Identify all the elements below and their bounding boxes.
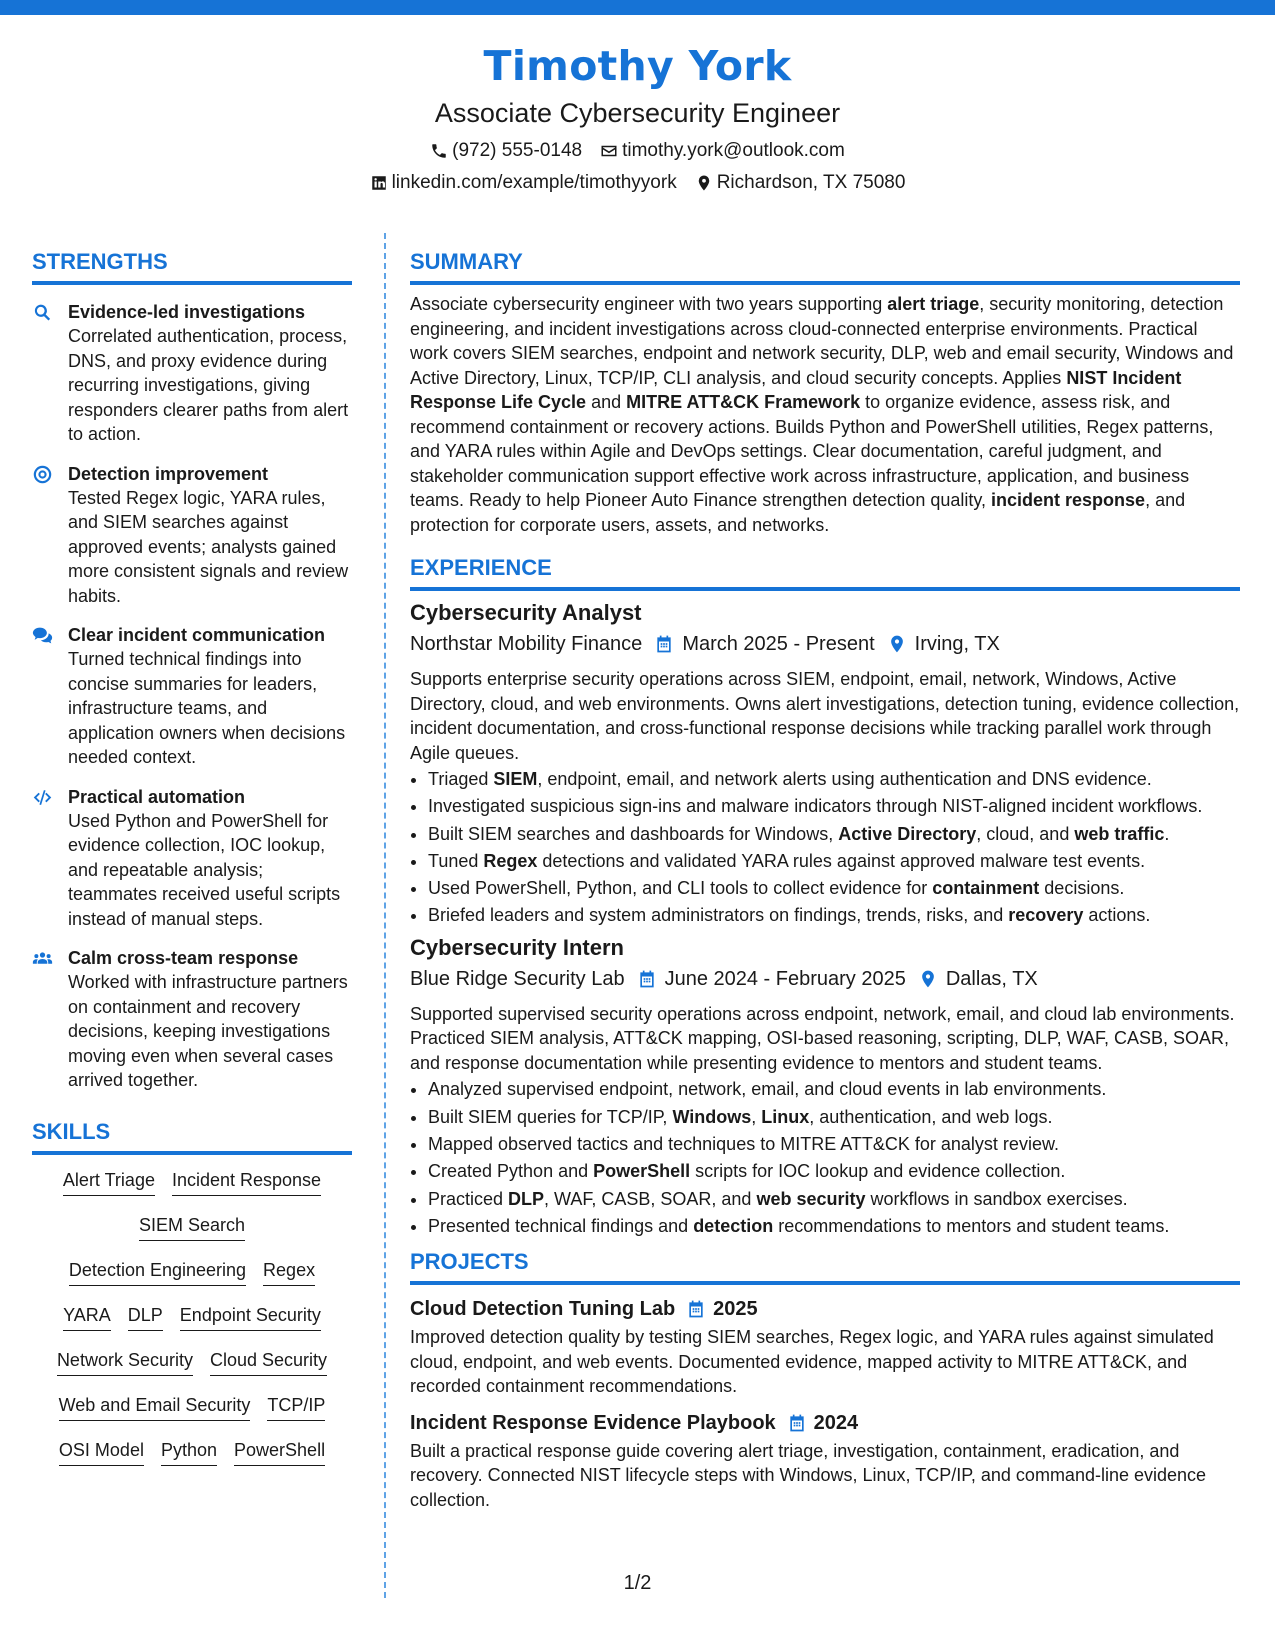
left-column — [32, 248, 352, 1483]
target-icon — [32, 464, 53, 485]
calendar-icon — [654, 634, 674, 654]
project-text: Improved detection quality by testing SIEM searches, Regex logic, and YARA rules against simulated cloud, endpoint, and web events. Documented evidence, mapped activity to MITRE ATT&CK, and recorded containment recommendations. — [410, 1327, 1214, 1397]
job-location: Irving, TX — [914, 633, 1000, 655]
project-title-row — [410, 1295, 1240, 1323]
job-bullets — [410, 767, 1240, 928]
list-item: • Tuned Regex detections and validated YARA rules against approved malware test events. — [428, 849, 1240, 874]
strength-heading: Clear incident communication — [68, 625, 326, 645]
skill-row — [32, 1348, 352, 1393]
project-text: Built a practical response guide covering alert triage, investigation, containment, eradication, and recovery. Connected NIST lifecycle steps with Windows, Linux, TCP/IP, and command-line evidence collection. — [410, 1440, 1207, 1510]
skill-tag: Web and Email Security — [59, 1393, 251, 1421]
list-item: • Analyzed supervised endpoint, network, email, and cloud events in lab environments. — [428, 1077, 1240, 1102]
code-icon — [32, 787, 53, 808]
skill-row — [32, 1438, 352, 1483]
skill-tag: SIEM Search — [139, 1213, 245, 1241]
skill-tag: PowerShell — [234, 1438, 325, 1466]
job-description: Supports enterprise security operations across SIEM, endpoint, email, network, Windows, Active Directory, cloud, and web environments. Owns alert investigations, detection tuning, evidence collection, incident documentation, and cross-functional response decisions while tracking parallel work through Agile queues. — [410, 669, 1240, 763]
skill-tag: Endpoint Security — [180, 1303, 321, 1331]
comments-icon — [32, 625, 53, 646]
column-divider — [384, 233, 386, 1598]
list-item: • Triaged SIEM, endpoint, email, and network alerts using authentication and DNS evidence. — [428, 767, 1240, 792]
skill-tag: DLP — [128, 1303, 163, 1331]
list-item: • Used PowerShell, Python, and CLI tools to collect evidence for containment decisions. — [428, 876, 1240, 901]
skill-tag: Cloud Security — [210, 1348, 327, 1376]
job-location: Dallas, TX — [945, 967, 1038, 990]
skill-tag: Python — [161, 1438, 217, 1466]
job-title: Cybersecurity Intern — [410, 934, 624, 960]
job-meta — [410, 630, 1240, 658]
strengths-title: STRENGTHS — [32, 248, 352, 285]
skill-tag: Detection Engineering — [69, 1258, 246, 1286]
skill-row — [32, 1258, 352, 1303]
calendar-icon — [686, 1299, 706, 1319]
project-title: Cloud Detection Tuning Lab — [410, 1298, 676, 1321]
phone-number: (972) 555-0148 — [452, 140, 583, 161]
job-dates: March 2025 - Present — [682, 633, 875, 655]
email-address[interactable]: timothy.york@outlook.com — [622, 140, 845, 161]
summary-text: Associate cybersecurity engineer with two years supporting alert triage, security monitoring, detection engineering, and incident investigations across cloud-connected enterprise environments. Practical work covers SIEM searches, endpoint and network security, DLP, web and email security, Windows and Active Directory, Linux, TCP/IP, CLI analysis, and cloud security concepts. Applies NIST Incident Response Life Cycle and MITRE ATT&CK Framework to organize evidence, assess risk, and recommend containment or recovery actions. Builds Python and PowerShell utilities, Regex patterns, and YARA rules within Agile and DevOps settings. Clear documentation, careful judgment, and stakeholder communication support effective work across infrastructure, application, and business teams. Ready to help Pioneer Auto Finance strengthen detection quality, incident response, and protection for corporate users, assets, and networks. — [410, 294, 1234, 535]
skill-tag: YARA — [63, 1303, 111, 1331]
list-item: • Mapped observed tactics and techniques to MITRE ATT&CK for analyst review. — [428, 1132, 1240, 1157]
page-number: 1/2 — [623, 1572, 652, 1594]
top-accent-bar — [0, 0, 1275, 15]
project-entry — [410, 1295, 1240, 1399]
project-entry — [410, 1409, 1240, 1513]
strength-item — [32, 785, 352, 932]
map-pin-icon — [887, 634, 907, 654]
phone-icon — [430, 142, 448, 160]
list-item: • Investigated suspicious sign-ins and malware indicators through NIST-aligned incident workflows. — [428, 794, 1240, 819]
strength-text: Correlated authentication, process, DNS, and proxy evidence during recurring investigations, giving responders clearer paths from alert to action. — [68, 326, 349, 444]
skill-row — [32, 1213, 352, 1258]
strength-heading: Evidence-led investigations — [68, 302, 306, 322]
linkedin-url[interactable]: linkedin.com/example/timothyyork — [391, 172, 677, 193]
candidate-role: Associate Cybersecurity Engineer — [434, 98, 841, 128]
linkedin-icon — [370, 174, 388, 192]
job-meta — [410, 965, 1240, 993]
projects-title: PROJECTS — [410, 1248, 1240, 1285]
list-item: • Practiced DLP, WAF, CASB, SOAR, and web security workflows in sandbox exercises. — [428, 1187, 1240, 1212]
strength-heading: Detection improvement — [68, 463, 269, 484]
list-item: • Created Python and PowerShell scripts for IOC lookup and evidence collection. — [428, 1159, 1240, 1184]
strength-text: Tested Regex logic, YARA rules, and SIEM searches against approved events; analysts gained more consistent signals and review habits. — [68, 487, 349, 606]
map-pin-icon — [918, 969, 938, 989]
skill-row — [32, 1168, 352, 1213]
project-title-row — [410, 1409, 1240, 1437]
resume-header — [0, 40, 1275, 195]
location-contact — [695, 171, 906, 195]
map-pin-icon — [695, 174, 713, 192]
job-bullets — [410, 1077, 1240, 1238]
project-year: 2024 — [813, 1411, 859, 1434]
contact-row-2 — [0, 171, 1275, 195]
summary-title: SUMMARY — [410, 248, 1240, 285]
strength-item — [32, 623, 352, 770]
list-item: • Briefed leaders and system administrators on findings, trends, risks, and recovery actions. — [428, 903, 1240, 928]
skill-tag: Alert Triage — [63, 1168, 155, 1196]
job-dates: June 2024 - February 2025 — [664, 967, 906, 990]
envelope-icon — [600, 142, 618, 160]
calendar-icon — [637, 969, 657, 989]
project-year: 2025 — [713, 1298, 758, 1321]
phone-contact — [430, 139, 582, 163]
email-contact[interactable] — [600, 139, 845, 163]
list-item: • Built SIEM searches and dashboards for Windows, Active Directory, cloud, and web traffic. — [428, 822, 1240, 847]
skills-title: SKILLS — [32, 1118, 352, 1155]
skills-list — [32, 1168, 352, 1483]
job-description: Supported supervised security operations across endpoint, network, email, and cloud lab environments. Practiced SIEM analysis, ATT&CK mapping, OSI-based reasoning, scripting, DLP, WAF, CASB, SOAR, and response documentation while presenting evidence to mentors and student teams. — [410, 1003, 1235, 1073]
job-company: Northstar Mobility Finance — [410, 633, 643, 655]
strength-heading: Practical automation — [68, 786, 246, 807]
strength-heading: Calm cross-team response — [68, 948, 299, 968]
contact-row-1 — [0, 139, 1275, 163]
strength-item — [32, 462, 352, 609]
list-item: • Presented technical findings and detection recommendations to mentors and student teams. — [428, 1214, 1240, 1239]
skill-row — [32, 1393, 352, 1438]
list-item: • Built SIEM queries for TCP/IP, Windows, Linux, authentication, and web logs. — [428, 1105, 1240, 1130]
location-text: Richardson, TX 75080 — [716, 172, 906, 193]
skill-tag: Incident Response — [172, 1168, 321, 1196]
job-entry — [410, 599, 1240, 928]
skill-tag: OSI Model — [59, 1438, 144, 1466]
right-column — [410, 248, 1240, 1512]
candidate-name: Timothy York — [483, 42, 792, 90]
strength-text: Used Python and PowerShell for evidence collection, IOC lookup, and repeatable analysis; teammates received useful scripts instead of manual steps. — [68, 810, 341, 929]
calendar-icon — [787, 1413, 807, 1433]
skill-row — [32, 1303, 352, 1348]
search-icon — [32, 302, 53, 323]
strength-text: Turned technical findings into concise summaries for leaders, infrastructure teams, and application owners when decisions needed context. — [68, 649, 346, 767]
strength-item — [32, 300, 352, 447]
users-icon — [32, 948, 53, 969]
experience-title: EXPERIENCE — [410, 554, 1240, 591]
job-entry — [410, 934, 1240, 1238]
skill-tag: TCP/IP — [267, 1393, 325, 1421]
job-company: Blue Ridge Security Lab — [410, 967, 625, 990]
linkedin-contact[interactable] — [370, 171, 677, 195]
skill-tag: Regex — [263, 1258, 315, 1286]
project-title: Incident Response Evidence Playbook — [410, 1411, 776, 1434]
strength-item — [32, 946, 352, 1093]
skill-tag: Network Security — [57, 1348, 193, 1376]
job-title: Cybersecurity Analyst — [410, 600, 642, 625]
strength-text: Worked with infrastructure partners on containment and recovery decisions, keeping investigations moving even when several cases arrived together. — [68, 972, 348, 1090]
